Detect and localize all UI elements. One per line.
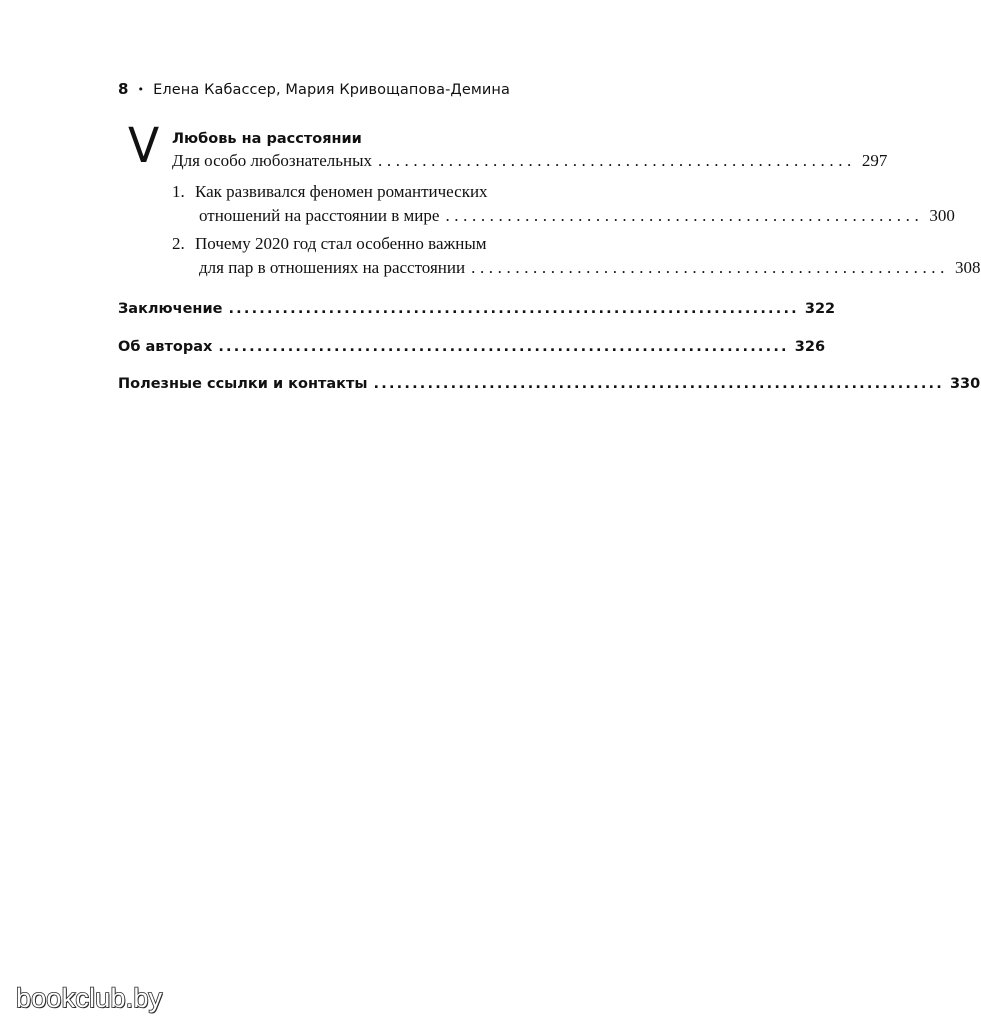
part-numeral: V (128, 118, 160, 174)
toc-chapter-1-line2[interactable] (199, 206, 955, 226)
toc-chapter-number: 1. (172, 182, 185, 201)
toc-leader-dots: .......................................................................... (218, 339, 789, 355)
toc-entry-label: Для особо любознательных (172, 151, 372, 170)
toc-entry-label: Об авторах (118, 339, 213, 355)
toc-chapter-number: 2. (172, 234, 185, 253)
toc-entry-conclusion[interactable] (118, 301, 836, 317)
toc-chapter-title-line2: отношений на расстоянии в мире (199, 206, 440, 225)
header-separator: • (137, 83, 145, 96)
toc-chapter-title-line2: для пар в отношениях на расстоянии (199, 258, 466, 277)
toc-chapter-page: 308 (955, 258, 981, 277)
toc-entry-label: Полезные ссылки и контакты (118, 376, 368, 392)
watermark: bookclub.by (16, 983, 163, 1013)
toc-chapter-1-line1[interactable] (172, 182, 488, 202)
toc-entry-page: 326 (794, 339, 826, 355)
part-title: Любовь на расстоянии (172, 131, 362, 147)
toc-entry-label: Заключение (118, 301, 223, 317)
toc-leader-dots: ...................................................... (471, 258, 950, 277)
toc-chapter-2-line1[interactable] (172, 234, 487, 254)
toc-entry-page: 297 (861, 151, 888, 170)
toc-chapter-title-line1: Как развивался феномен романтических (195, 182, 488, 201)
toc-entry-page: 330 (949, 376, 981, 392)
running-header (118, 80, 510, 98)
toc-entry-intro[interactable] (172, 151, 888, 171)
header-authors: Елена Кабассер, Мария Кривощапова-Демина (153, 82, 510, 98)
toc-leader-dots: ...................................................... (378, 151, 856, 170)
toc-leader-dots: .......................................................................... (373, 376, 944, 392)
toc-entry-page: 322 (804, 301, 836, 317)
toc-entry-useful-links[interactable] (118, 376, 981, 392)
toc-chapter-title-line1: Почему 2020 год стал особенно важным (195, 234, 487, 253)
toc-entry-about-authors[interactable] (118, 339, 826, 355)
toc-chapter-page: 300 (929, 206, 955, 225)
toc-leader-dots: ...................................................... (445, 206, 924, 225)
page-number: 8 (118, 80, 129, 98)
toc-chapter-2-line2[interactable] (199, 258, 981, 278)
toc-leader-dots: .......................................................................... (228, 301, 799, 317)
